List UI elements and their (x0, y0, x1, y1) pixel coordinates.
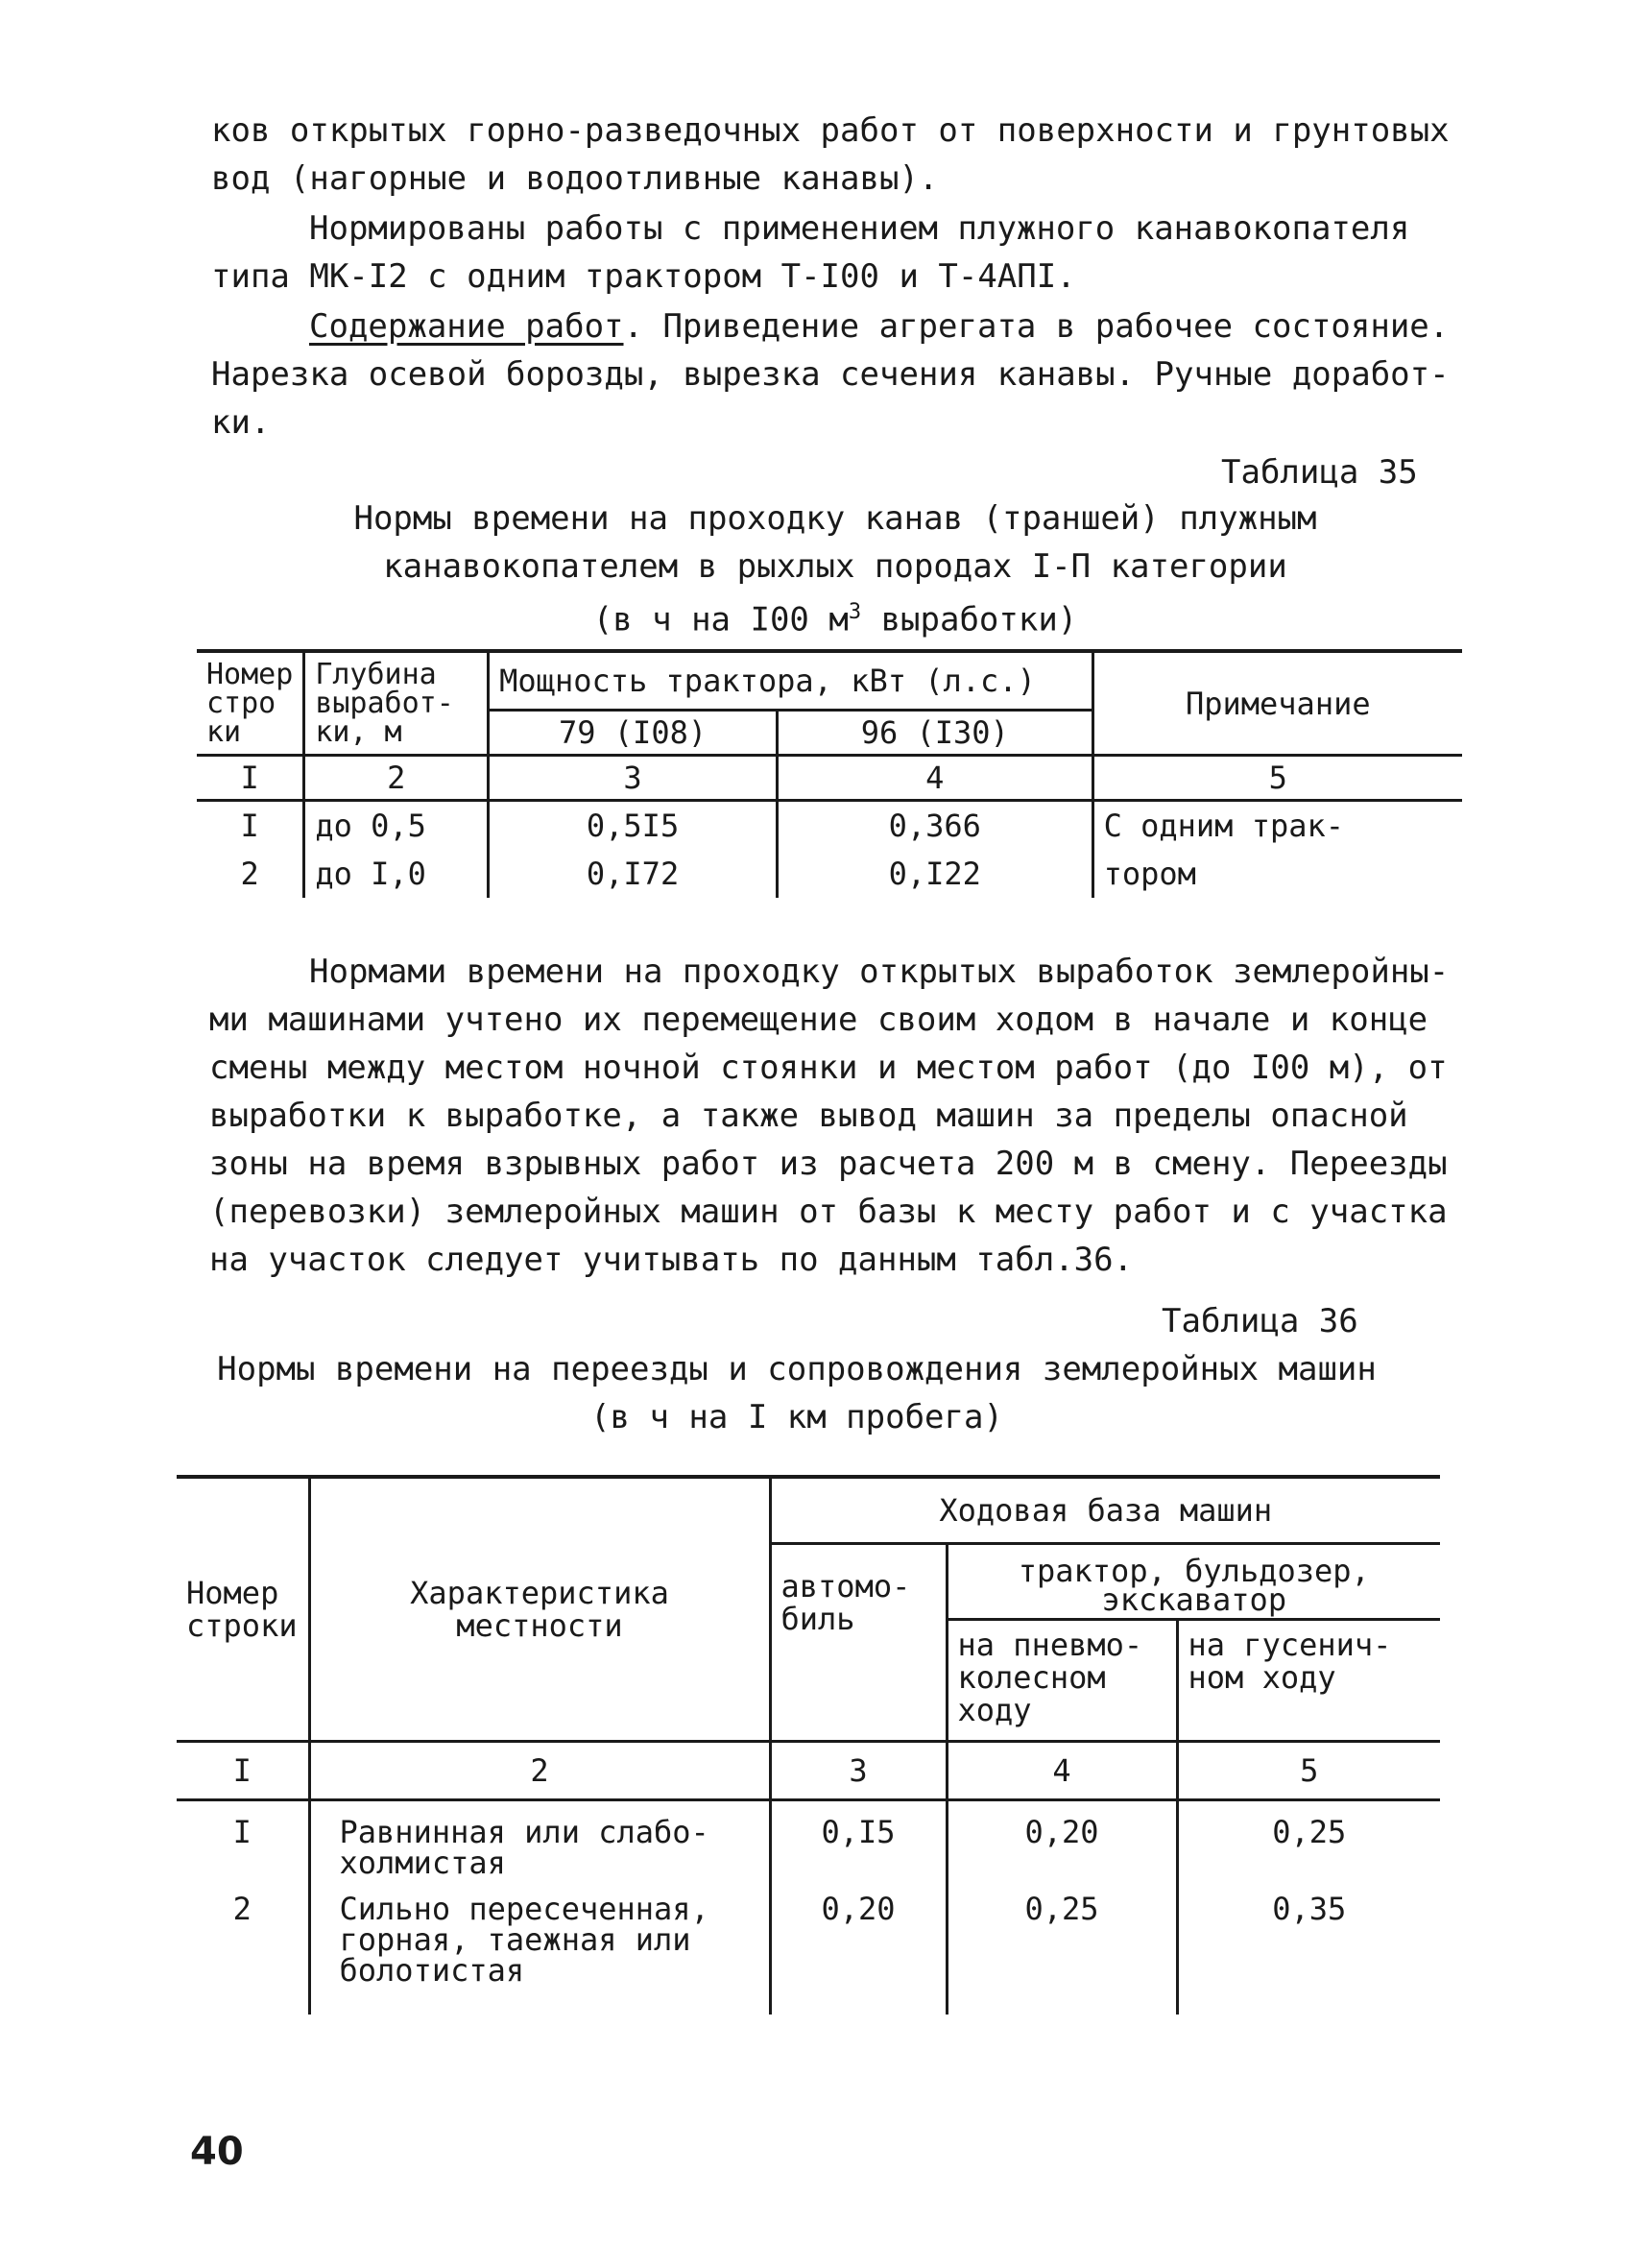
middle-line-3: смены между местом ночной стоянки и местом работ (до I00 м), от (209, 1049, 1448, 1087)
table36-row1-auto: 0,I5 (770, 1800, 947, 1879)
content-label: Содержание работ (309, 307, 624, 346)
table35-colnum-2: 2 (304, 756, 489, 801)
table36-colnum-2: 2 (309, 1742, 770, 1800)
middle-line-4: выработки к выработке, а также вывод машин за пределы опасной (209, 1097, 1408, 1135)
table36-header-row-no-2: строки (186, 1607, 298, 1644)
page-number: 40 (190, 2130, 244, 2174)
table36-header-tractor-1: трактор, бульдозер, (1018, 1553, 1370, 1589)
table35-row2-b: 0,I22 (777, 850, 1092, 898)
table36-row1-no: I (232, 1814, 252, 1850)
table35-row1-depth: до 0,5 (304, 801, 489, 851)
table35-header-row-no-1: Номер (206, 658, 294, 691)
table36-header-track-1: на гусенич- (1188, 1627, 1392, 1663)
content-line-2: Нарезка осевой борозды, вырезка сечения канавы. Ручные доработ- (211, 355, 1450, 394)
intro-line-4: типа МК-I2 с одним трактором Т-I00 и Т-4АПI. (211, 257, 1076, 296)
table36-title-2: (в ч на I км пробега) (590, 1398, 1003, 1436)
middle-line-6: (перевозки) землеройных машин от базы к месту работ и с участка (209, 1193, 1448, 1231)
table36-header-terrain-2: местности (456, 1607, 623, 1644)
table35-colnum-5: 5 (1092, 756, 1462, 801)
table-row (197, 850, 1462, 898)
table35-header-power-a: 79 (I08) (489, 711, 778, 756)
middle-line-2: ми машинами учтено их перемещение своим ходом в начале и конце (209, 1001, 1428, 1039)
table36-header-auto-2: биль (780, 1601, 855, 1637)
table35-row2-no: 2 (240, 856, 259, 892)
table35-header-depth-1: Глубина (315, 658, 437, 691)
table35-unit-prefix: (в ч на I00 м (592, 600, 849, 639)
table36-row2-terrain-3: болотистая (339, 1952, 525, 1989)
table35-header-depth-3: ки, м (315, 715, 402, 749)
table36-header-wheel (947, 1620, 1177, 1742)
table36-row1-terrain-1: Равнинная или слабо- (339, 1814, 709, 1850)
table36-row1-wheel: 0,20 (947, 1800, 1177, 1879)
table36-colnum-3: 3 (770, 1742, 947, 1800)
table35-row2-a: 0,I72 (489, 850, 778, 898)
middle-line-7: на участок следует учитывать по данным табл.36. (209, 1241, 1134, 1279)
table36-row2-track: 0,35 (1177, 1878, 1440, 2015)
table35-label: Таблица 35 (1221, 453, 1418, 492)
table36-header-wheel-1: на пневмо- (957, 1627, 1143, 1663)
content-rest: . Приведение агрегата в рабочее состояние. (623, 307, 1450, 346)
table36-header-terrain (309, 1477, 770, 1742)
table36-header-track (1177, 1620, 1440, 1742)
table35-colnum-4: 4 (777, 756, 1092, 801)
table36 (177, 1475, 1440, 2015)
table35-unit-sup: 3 (848, 600, 862, 624)
table35-header-depth (304, 651, 489, 756)
table36-colnum-1: I (177, 1742, 309, 1800)
table35-header-depth-2: выработ- (315, 687, 454, 720)
table-row (177, 1800, 1440, 1879)
table36-row2-terrain-1: Сильно пересеченная, (339, 1891, 709, 1927)
table35-header-note: Примечание (1092, 651, 1462, 756)
table-row (197, 801, 1462, 851)
table35-row1-note: С одним трак- (1092, 801, 1462, 851)
content-line (309, 303, 1449, 350)
table35-unit-suffix: выработки) (861, 600, 1078, 639)
table36-header-tractor (947, 1544, 1440, 1620)
table35-colnum-3: 3 (489, 756, 778, 801)
table-row (177, 1878, 1440, 2015)
table35-header-power-b: 96 (I30) (777, 711, 1092, 756)
table36-header-wheel-3: ходу (957, 1692, 1032, 1728)
table35-row2-depth: до I,0 (304, 850, 489, 898)
table35-row1-a: 0,5I5 (489, 801, 778, 851)
intro-line-1: ков открытых горно-разведочных работ от поверхности и грунтовых (211, 111, 1450, 150)
table35-title-2: канавокопателем в рыхлых породах I-П категории (383, 547, 1287, 586)
table35-title-1: Нормы времени на проходку канав (траншей) плужным (353, 499, 1317, 538)
intro-line-3: Нормированы работы с применением плужного канавокопателя (309, 209, 1410, 248)
middle-line-5: зоны на время взрывных работ из расчета 200 м в смену. Переезды (209, 1145, 1448, 1183)
table35-row1-b: 0,366 (777, 801, 1092, 851)
table35-colnum-1: I (197, 756, 304, 801)
intro-line-2: вод (нагорные и водоотливные канавы). (211, 159, 939, 198)
table36-row1-terrain (309, 1800, 770, 1879)
table36-header-auto-1: автомо- (780, 1568, 911, 1604)
table36-row2-no: 2 (232, 1891, 252, 1927)
content-line-3: ки. (211, 403, 271, 442)
table36-row2-auto: 0,20 (770, 1878, 947, 2015)
table36-row2-terrain-2: горная, таежная или (339, 1921, 691, 1958)
table36-row2-wheel: 0,25 (947, 1878, 1177, 2015)
table36-header-terrain-1: Характеристика (410, 1575, 669, 1611)
table36-header-base: Ходовая база машин (770, 1477, 1440, 1544)
table36-row1-track: 0,25 (1177, 1800, 1440, 1879)
table35-row2-note: тором (1092, 850, 1462, 898)
table36-colnum-5: 5 (1177, 1742, 1440, 1800)
table36-title-1: Нормы времени на переезды и сопровождения землеройных машин (217, 1350, 1377, 1388)
table36-header-track-2: ном ходу (1188, 1659, 1336, 1696)
table35 (197, 649, 1462, 898)
table36-header-auto (770, 1544, 947, 1742)
table35-unit (211, 590, 1459, 642)
table36-row2-terrain (309, 1878, 770, 2015)
table35-header-row-no (197, 651, 304, 756)
table35-header-row-no-3: ки (206, 715, 242, 749)
table36-label: Таблица 36 (1162, 1302, 1358, 1340)
table36-row1-terrain-2: холмистая (339, 1845, 506, 1881)
table35-header-power: Мощность трактора, кВт (л.с.) (489, 651, 1092, 711)
table36-header-wheel-2: колесном (957, 1659, 1106, 1696)
table36-header-row-no-1: Номер (186, 1575, 279, 1611)
table35-row1-no: I (240, 808, 259, 844)
middle-line-1: Нормами времени на проходку открытых выработок землеройны- (309, 953, 1450, 991)
table36-header-tractor-2: экскаватор (1101, 1581, 1287, 1618)
table36-header-row-no (177, 1477, 309, 1742)
table35-header-row-no-2: стро (206, 687, 276, 720)
table36-colnum-4: 4 (947, 1742, 1177, 1800)
